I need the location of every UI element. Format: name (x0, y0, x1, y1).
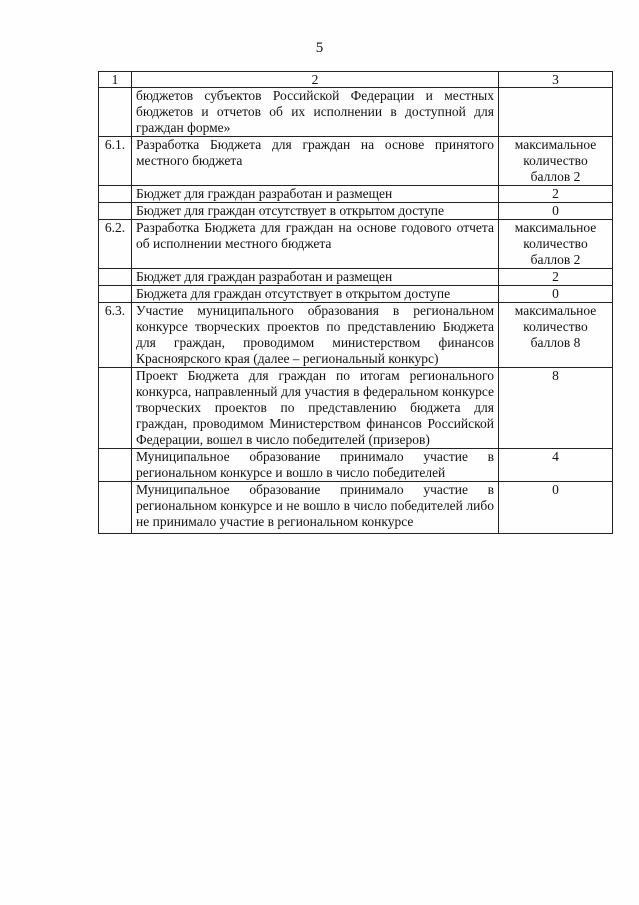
number-cell (99, 269, 132, 286)
table-row (99, 482, 613, 534)
table-row (99, 449, 613, 482)
max-points: максимальное количество баллов 8 (499, 303, 613, 368)
number-cell (99, 286, 132, 303)
points-value: 2 (499, 186, 613, 203)
max-points: максимальное количество баллов 2 (499, 220, 613, 269)
table-row (99, 220, 613, 269)
section-number: 6.1. (99, 137, 132, 186)
table-row (99, 269, 613, 286)
table-row (99, 286, 613, 303)
criterion-text: Бюджет для граждан разработан и размещен (132, 269, 499, 286)
section-title: Разработка Бюджета для граждан на основе принятого местного бюджета (132, 137, 499, 186)
criteria-table (98, 71, 613, 534)
table-row (99, 203, 613, 220)
table-row (99, 88, 613, 137)
criterion-text: Муниципальное образование принимало участие в региональном конкурсе и вошло в число победителей (132, 449, 499, 482)
criterion-text: Проект Бюджета для граждан по итогам регионального конкурса, направленный для участия в федеральном конкурсе творческих проектов по представлению бюджета для граждан, проводимом Министерством финансов Российской Федерации, вошел в число победителей (призеров) (132, 368, 499, 449)
points-value: 8 (499, 368, 613, 449)
criterion-text: Муниципальное образование принимало участие в региональном конкурсе и не вошло в число победителей либо не принимало участие в региональном конкурсе (132, 482, 499, 534)
points-value: 4 (499, 449, 613, 482)
number-cell (99, 203, 132, 220)
header-cell: 1 (99, 72, 132, 88)
number-cell (99, 368, 132, 449)
points-value: 2 (499, 269, 613, 286)
points-value: 0 (499, 482, 613, 534)
table-header-row (99, 72, 613, 88)
section-number: 6.2. (99, 220, 132, 269)
section-number: 6.3. (99, 303, 132, 368)
number-cell (99, 482, 132, 534)
criterion-text: Бюджета для граждан отсутствует в открытом доступе (132, 286, 499, 303)
criterion-text: Бюджет для граждан отсутствует в открытом доступе (132, 203, 499, 220)
section-title: Разработка Бюджета для граждан на основе годового отчета об исполнении местного бюджета (132, 220, 499, 269)
continuation-text: бюджетов субъектов Российской Федерации и местных бюджетов и отчетов об их исполнении в доступной для граждан форме» (132, 88, 499, 137)
section-title: Участие муниципального образования в региональном конкурсе творческих проектов по представлению Бюджета для граждан, проводимом министерством финансов Красноярского края (далее – региональный конкурс) (132, 303, 499, 368)
table-row (99, 186, 613, 203)
table-row (99, 137, 613, 186)
page-number: 5 (315, 40, 324, 56)
number-cell (99, 186, 132, 203)
criterion-text: Бюджет для граждан разработан и размещен (132, 186, 499, 203)
points-value: 0 (499, 286, 613, 303)
number-cell (99, 449, 132, 482)
header-cell: 3 (499, 72, 613, 88)
header-cell: 2 (132, 72, 499, 88)
table-row (99, 368, 613, 449)
number-cell (99, 88, 132, 137)
points-value: 0 (499, 203, 613, 220)
table-row (99, 303, 613, 368)
points-cell (499, 88, 613, 137)
max-points: максимальное количество баллов 2 (499, 137, 613, 186)
